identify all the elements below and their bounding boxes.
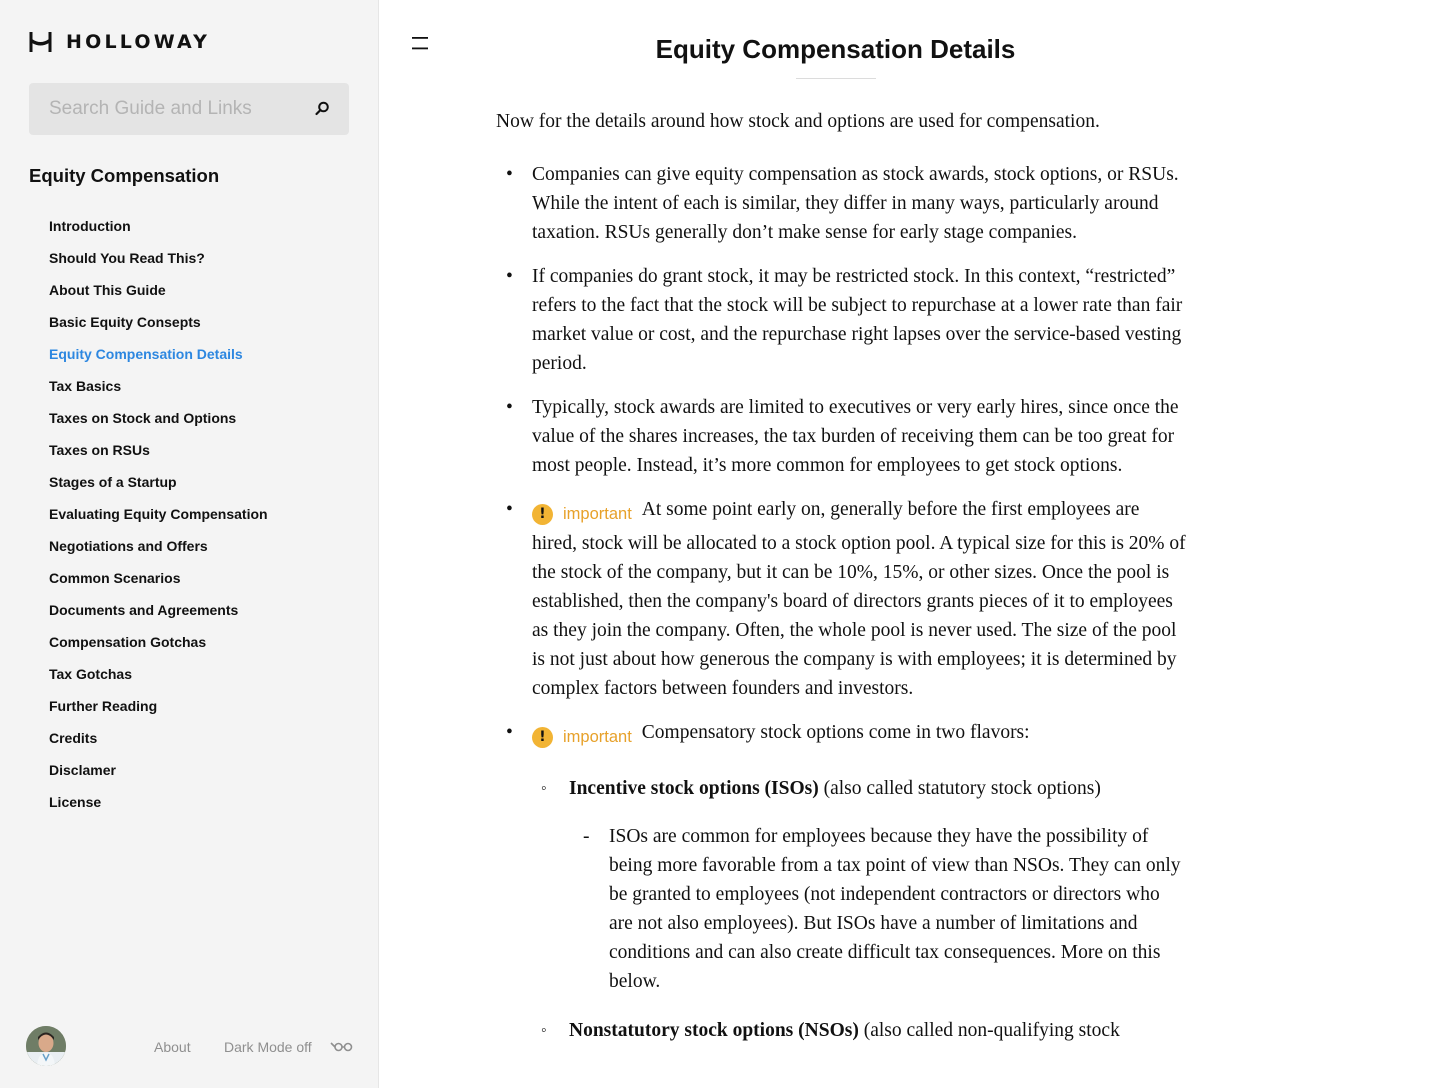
sidebar-footer	[0, 1026, 379, 1066]
detail-list	[569, 822, 1186, 996]
important-callout	[532, 500, 632, 529]
search-input[interactable]	[29, 83, 349, 135]
sub-list-item-nsos: ◦ Nonstatutory stock options (NSOs) (also called non-qualifying stock	[532, 1016, 1186, 1045]
list-item: • ! important At some point early on, generally before the first employees are hired, stock will be allocated to a stock option pool. A typical size for this is 20% of the stock of the company, but it can be 10%, 15%, or other sizes. Once the pool is established, then the company's board of directors grants pieces of it to employees as they join the company. Often, the whole pool is never used. The size of the pool is not just about how generous the company is with employees; it is determined by complex factors between founders and investors.	[496, 495, 1186, 703]
list-item: • Typically, stock awards are limited to executives or very early hires, since once the value of the shares increases, the tax burden of receiving them can be too great for most people. Instead, it’s more common for employees to get stock options.	[496, 393, 1186, 480]
brand-logo[interactable]	[29, 29, 210, 55]
toc-item-introduction[interactable]: Introduction	[49, 218, 131, 234]
article-content	[496, 107, 1186, 1065]
holloway-logo-icon	[29, 31, 52, 53]
sub-list	[532, 774, 1186, 1045]
intro-paragraph: Now for the details around how stock and options are used for compensation.	[496, 111, 1100, 132]
search-box	[29, 83, 349, 135]
toc-item-common-scenarios[interactable]: Common Scenarios	[49, 570, 181, 586]
term-isos: Incentive stock options (ISOs)	[569, 778, 819, 799]
callout-label: important	[563, 728, 632, 746]
toc-item-stages-of-a-startup[interactable]: Stages of a Startup	[49, 474, 177, 490]
page-title: Equity Compensation Details	[655, 34, 1016, 64]
toc-item-tax-basics[interactable]: Tax Basics	[49, 378, 122, 394]
sidebar	[0, 0, 379, 1088]
toc-item-license[interactable]: License	[49, 794, 102, 810]
avatar[interactable]	[26, 1026, 66, 1066]
about-link[interactable]: About	[154, 1039, 191, 1055]
toc-item-negotiations-and-offers[interactable]: Negotiations and Offers	[49, 538, 208, 554]
sub-list-item-isos: ◦ Incentive stock options (ISOs) (also called statutory stock options) - ISOs are common for employees because they have the possibility of being more favorable from a tax point of view than NSOs. They can only be granted to employees (not independent contractors or directors who are not also employees). But ISOs have a number of limitations and conditions and can also create difficult tax consequences. More on this below.	[532, 774, 1186, 996]
detail-item: - ISOs are common for employees because they have the possibility of being more favorable from a tax point of view than NSOs. They can only be granted to employees (not independent contractors or directors who are not also employees). But ISOs have a number of limitations and conditions and can also create difficult tax consequences. More on this below.	[569, 822, 1186, 996]
list-item: • If companies do grant stock, it may be restricted stock. In this context, “restricted” refers to the fact that the stock will be subject to repurchase at a lower rate than fair market value or cost, and the repurchase right lapses over the service-based vesting period.	[496, 262, 1186, 378]
table-of-contents	[49, 216, 268, 824]
callout-label: important	[563, 505, 632, 523]
toc-item-documents-and-agreements[interactable]: Documents and Agreements	[49, 602, 239, 618]
toc-item-about-this-guide[interactable]: About This Guide	[49, 282, 166, 298]
search-icon[interactable]	[313, 100, 331, 118]
toc-item-evaluating-equity-compensation[interactable]: Evaluating Equity Compensation	[49, 506, 268, 522]
warning-icon: • !	[532, 504, 553, 525]
toc-item-credits[interactable]: Credits	[49, 730, 98, 746]
toc-item-taxes-on-rsus[interactable]: Taxes on RSUs	[49, 442, 150, 458]
glasses-icon[interactable]	[330, 1041, 353, 1052]
toc-item-equity-compensation-details[interactable]: Equity Compensation Details	[49, 346, 243, 362]
list-item: • Companies can give equity compensation as stock awards, stock options, or RSUs. While the intent of each is similar, they differ in many ways, particularly around taxation. RSUs generally don’t make sense for early stage companies.	[496, 160, 1186, 247]
dark-mode-toggle[interactable]: Dark Mode off	[224, 1039, 312, 1055]
warning-icon: • !	[532, 727, 553, 748]
bullet-list	[496, 160, 1186, 1045]
brand-name: HOLLOWAY	[66, 31, 211, 53]
toc-item-should-you-read-this[interactable]: Should You Read This?	[49, 250, 205, 266]
menu-icon[interactable]	[411, 36, 429, 50]
section-title[interactable]: Equity Compensation	[29, 165, 220, 186]
important-callout	[532, 723, 632, 752]
toc-item-disclaimer[interactable]: Disclamer	[49, 762, 116, 778]
toc-item-further-reading[interactable]: Further Reading	[49, 698, 158, 714]
toc-item-tax-gotchas[interactable]: Tax Gotchas	[49, 666, 132, 682]
toc-item-basic-equity-concepts[interactable]: Basic Equity Consepts	[49, 314, 201, 330]
term-nsos: Nonstatutory stock options (NSOs)	[569, 1020, 859, 1041]
title-divider	[796, 78, 876, 79]
toc-item-compensation-gotchas[interactable]: Compensation Gotchas	[49, 634, 207, 650]
list-item: • ! important Compensatory stock options come in two flavors: ◦ Incentive stock options (ISOs) (also called statutory stock options) - ISOs are common for employees because they have the possibility of being more favorable from a tax point of view than NSOs. They can only be granted to employees (not independent contractors or directors who are not also employees). But ISOs have a number of limitations and conditions and can also create difficult tax consequences. More on this below. ◦ Nonstatutory stock options (NSOs) (also called non-qualifying stock	[496, 718, 1186, 1045]
toc-item-taxes-on-stock-and-options[interactable]: Taxes on Stock and Options	[49, 410, 237, 426]
